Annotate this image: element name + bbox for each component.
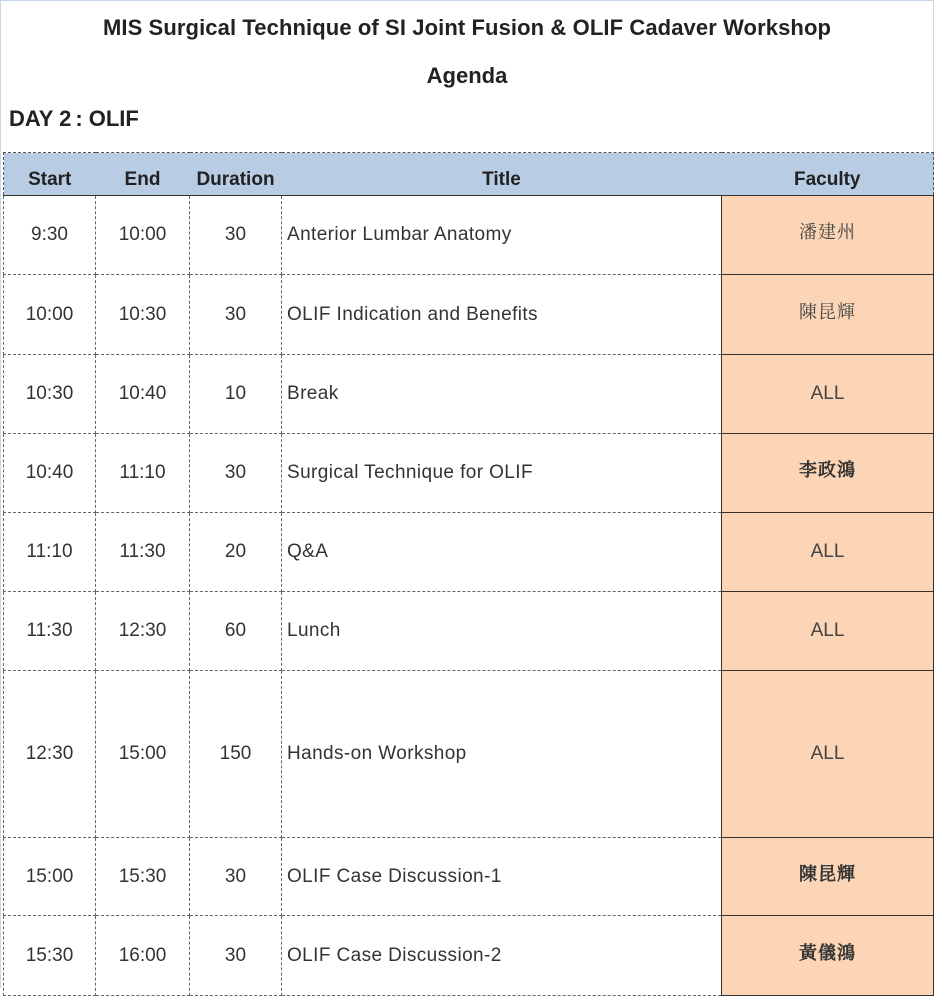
cell-start: 10:40 [4, 434, 96, 513]
cell-start: 10:30 [4, 355, 96, 434]
document-title: MIS Surgical Technique of SI Joint Fusion & OLIF Cadaver Workshop [102, 15, 832, 40]
table-row [4, 513, 934, 592]
header-end: End [96, 153, 190, 196]
cell-end: 15:30 [96, 838, 190, 916]
cell-duration: 150 [190, 671, 282, 838]
agenda-table [3, 152, 934, 996]
table-row [4, 196, 934, 275]
cell-end: 10:00 [96, 196, 190, 275]
cell-title: OLIF Indication and Benefits [282, 275, 722, 355]
cell-start: 12:30 [4, 671, 96, 838]
header-duration: Duration [190, 153, 282, 196]
cell-duration: 30 [190, 916, 282, 996]
table-header-row [4, 153, 934, 196]
faculty-name: 黃儀鴻 [799, 942, 856, 963]
cell-title: Anterior Lumbar Anatomy [282, 196, 722, 275]
cell-title: Q&A [282, 513, 722, 592]
cell-faculty [722, 838, 934, 916]
faculty-name: 陳昆輝 [799, 863, 856, 884]
cell-title: Lunch [282, 592, 722, 671]
day-heading [9, 106, 139, 132]
cell-faculty: ALL [722, 513, 934, 592]
table-row [4, 671, 934, 838]
document-subtitle: Agenda [426, 63, 508, 88]
cell-start: 9:30 [4, 196, 96, 275]
cell-duration: 30 [190, 838, 282, 916]
cell-title: Break [282, 355, 722, 434]
cell-end: 16:00 [96, 916, 190, 996]
cell-duration: 20 [190, 513, 282, 592]
cell-duration: 10 [190, 355, 282, 434]
cell-end: 15:00 [96, 671, 190, 838]
cell-title: OLIF Case Discussion-2 [282, 916, 722, 996]
cell-end: 10:40 [96, 355, 190, 434]
table-row [4, 592, 934, 671]
cell-start: 15:30 [4, 916, 96, 996]
table-row [4, 434, 934, 513]
cell-faculty [722, 916, 934, 996]
faculty-name: 潘建州 [799, 222, 856, 242]
cell-start: 11:30 [4, 592, 96, 671]
cell-end: 11:10 [96, 434, 190, 513]
table-row [4, 355, 934, 434]
table-row [4, 916, 934, 996]
cell-start: 10:00 [4, 275, 96, 355]
cell-title: OLIF Case Discussion-1 [282, 838, 722, 916]
cell-start: 15:00 [4, 838, 96, 916]
cell-title: Hands-on Workshop [282, 671, 722, 838]
cell-faculty [722, 196, 934, 275]
cell-end: 12:30 [96, 592, 190, 671]
cell-duration: 30 [190, 434, 282, 513]
cell-duration: 30 [190, 275, 282, 355]
cell-duration: 60 [190, 592, 282, 671]
table-row [4, 275, 934, 355]
cell-duration: 30 [190, 196, 282, 275]
header-title: Title [282, 153, 722, 196]
day-separator: : [75, 106, 83, 131]
cell-start: 11:10 [4, 513, 96, 592]
faculty-name: 陳昆輝 [799, 301, 856, 322]
header-start: Start [4, 153, 96, 196]
table-row [4, 838, 934, 916]
faculty-name: 李政鴻 [799, 460, 856, 480]
cell-faculty [722, 275, 934, 355]
day-label: DAY 2 [9, 106, 72, 131]
header-faculty: Faculty [722, 153, 934, 196]
cell-faculty: ALL [722, 592, 934, 671]
cell-title: Surgical Technique for OLIF [282, 434, 722, 513]
day-topic: OLIF [88, 106, 139, 131]
cell-faculty: ALL [722, 355, 934, 434]
cell-faculty [722, 434, 934, 513]
cell-end: 11:30 [96, 513, 190, 592]
cell-end: 10:30 [96, 275, 190, 355]
cell-faculty: ALL [722, 671, 934, 838]
